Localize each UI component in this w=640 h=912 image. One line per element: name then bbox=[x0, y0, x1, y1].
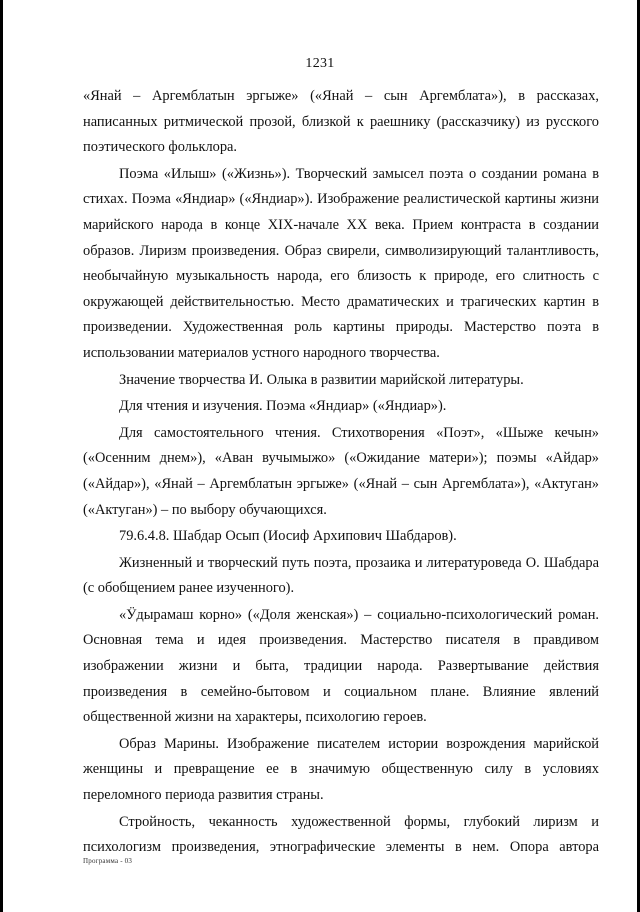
paragraph: Образ Марины. Изображение писателем истории возрождения марийской женщины и превращение ее в значимую общественную силу в условиях переломного периода развития страны. bbox=[83, 735, 599, 804]
page-number: 1231 bbox=[305, 56, 335, 71]
paragraph: Поэма «Илыш» («Жизнь»). Творческий замысел поэта о создании романа в стихах. Поэма «Яндиар» («Яндиар»). Изображение реалистической картины жизни марийского народа в конце XIX-начале XX века. Прием контраста в создании образов. Лиризм произведения. Образ свирели, символизирующий талантливость, необычайную музыкальность народа, его близость к природе, его слитность с окружающей действительностью. Место драматических и трагических картин в произведении. Художественная роль картины природы. Мастерство поэта в использовании материалов устного народного творчества. bbox=[83, 165, 599, 361]
scan-border-left bbox=[0, 0, 3, 912]
paragraph: «Янай – Аргемблатын эргыже» («Янай – сын Аргемблата»), в рассказах, написанных ритмической прозой, близкой к раешнику (рассказчику) из русского поэтического фольклора. bbox=[83, 88, 599, 156]
section-heading: 79.6.4.8. Шабдар Осып (Иосиф Архипович Шабдаров). bbox=[119, 528, 457, 545]
page-footer: Программа - 03 bbox=[83, 857, 133, 865]
paragraph: Для чтения и изучения. Поэма «Яндиар» («Яндиар»). bbox=[119, 398, 447, 415]
paragraph: Жизненный и творческий путь поэта, прозаика и литературоведа О. Шабдара (с обобщением ранее изученного). bbox=[83, 554, 599, 597]
paragraph: «Ӱдырамаш корно» («Доля женская») – социально-психологический роман. Основная тема и идея произведения. Мастерство писателя в правдивом изображении жизни и быта, традиции народа. Развертывание действия произведения в семейно-бытовом и социальном плане. Влияние явлений общественной жизни на характеры, психологию героев. bbox=[83, 606, 599, 726]
paragraph: Для самостоятельного чтения. Стихотворения «Поэт», «Шыже кечын» («Осенним днем»), «Аван вучымыжо» («Ожидание матери»); поэмы «Айдар» («Айдар»), «Янай – Аргемблатын эргыже» («Янай – сын Аргемблата»), «Актуган» («Актуган») – по выбору обучающихся. bbox=[83, 424, 599, 518]
paragraph: Стройность, чеканность художественной формы, глубокий лиризм и психологизм произведения, этнографические элементы в нем. Опора автора bbox=[83, 813, 599, 856]
document-body bbox=[83, 84, 599, 861]
paragraph: Значение творчества И. Олыка в развитии марийской литературы. bbox=[119, 371, 524, 388]
